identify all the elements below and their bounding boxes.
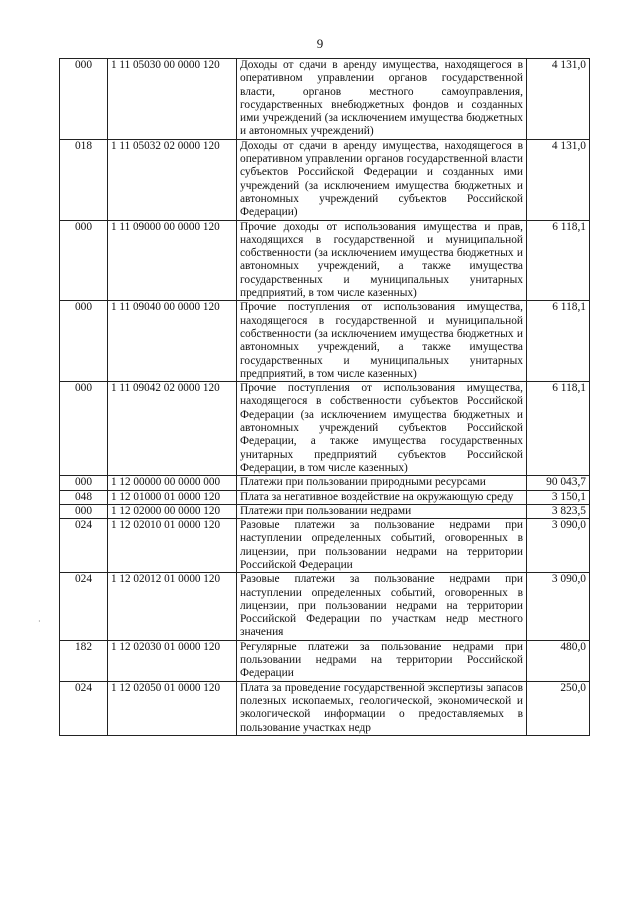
admin-code-cell: 000 <box>60 476 108 490</box>
table-row <box>60 519 590 573</box>
page-number: 9 <box>316 36 324 51</box>
budget-code-cell: 1 12 02012 01 0000 120 <box>108 573 237 640</box>
admin-code-cell: 024 <box>60 519 108 573</box>
revenue-name-cell: Прочие доходы от использования имущества и прав, находящихся в государственной и муниципальной собственности (за исключением имущества бюджетных и автономных учреждений, а также имущества государственных и муниципальных унитарных предприятий, в том числе казенных) <box>237 220 527 301</box>
budget-code-cell: 1 11 05030 00 0000 120 <box>108 59 237 140</box>
revenue-table <box>59 58 590 736</box>
revenue-name-cell: Разовые платежи за пользование недрами при наступлении определенных событий, оговоренных в лицензии, при пользовании недрами на территории Российской Федерации <box>237 519 527 573</box>
amount-cell: 250,0 <box>527 681 590 735</box>
amount-cell: 3 090,0 <box>527 519 590 573</box>
amount-cell: 3 823,5 <box>527 504 590 518</box>
amount-cell: 4 131,0 <box>527 139 590 220</box>
table-row <box>60 640 590 681</box>
amount-cell: 90 043,7 <box>527 476 590 490</box>
budget-code-cell: 1 11 05032 02 0000 120 <box>108 139 237 220</box>
admin-code-cell: 000 <box>60 382 108 476</box>
table-row <box>60 139 590 220</box>
amount-cell: 6 118,1 <box>527 220 590 301</box>
budget-code-cell: 1 12 01000 01 0000 120 <box>108 490 237 504</box>
table-row <box>60 476 590 490</box>
revenue-name-cell: Доходы от сдачи в аренду имущества, находящегося в оперативном управлении органов государственной власти, органов местного самоуправления, государственных внебюджетных фондов и созданных ими учреждений (за исключением имущества бюджетных и автономных учреждений) <box>237 59 527 140</box>
budget-code-cell: 1 11 09042 02 0000 120 <box>108 382 237 476</box>
admin-code-cell: 182 <box>60 640 108 681</box>
amount-cell: 3 090,0 <box>527 573 590 640</box>
table-row <box>60 681 590 735</box>
budget-code-cell: 1 12 00000 00 0000 000 <box>108 476 237 490</box>
admin-code-cell: 048 <box>60 490 108 504</box>
budget-code-cell: 1 11 09000 00 0000 120 <box>108 220 237 301</box>
revenue-table-body <box>60 59 590 736</box>
admin-code-cell: 000 <box>60 504 108 518</box>
revenue-name-cell: Прочие поступления от использования имущества, находящегося в государственной и муниципальной собственности (за исключением имущества бюджетных и автономных учреждений, а также имущества государственных и муниципальных унитарных предприятий, в том числе казенных) <box>237 301 527 382</box>
amount-cell: 4 131,0 <box>527 59 590 140</box>
table-row <box>60 382 590 476</box>
admin-code-cell: 024 <box>60 681 108 735</box>
revenue-name-cell: Разовые платежи за пользование недрами при наступлении определенных событий, оговоренных в лицензии, при пользовании недрами на территории Российской Федерации по участкам недр местного значения <box>237 573 527 640</box>
revenue-name-cell: Плата за негативное воздействие на окружающую среду <box>237 490 527 504</box>
budget-code-cell: 1 12 02030 01 0000 120 <box>108 640 237 681</box>
amount-cell: 3 150,1 <box>527 490 590 504</box>
amount-cell: 6 118,1 <box>527 382 590 476</box>
scan-speck: · <box>38 617 41 626</box>
admin-code-cell: 024 <box>60 573 108 640</box>
table-row <box>60 490 590 504</box>
table-row <box>60 220 590 301</box>
revenue-name-cell: Доходы от сдачи в аренду имущества, находящегося в оперативном управлении органов государственной власти субъектов Российской Федерации и созданных ими учреждений (за исключением имущества бюджетных и автономных учреждений субъектов Российской Федерации) <box>237 139 527 220</box>
budget-code-cell: 1 12 02000 00 0000 120 <box>108 504 237 518</box>
budget-code-cell: 1 12 02050 01 0000 120 <box>108 681 237 735</box>
table-row <box>60 301 590 382</box>
amount-cell: 6 118,1 <box>527 301 590 382</box>
admin-code-cell: 018 <box>60 139 108 220</box>
revenue-name-cell: Плата за проведение государственной экспертизы запасов полезных ископаемых, геологической, экономической и экологической информации о предоставляемых в пользование участках недр <box>237 681 527 735</box>
revenue-name-cell: Регулярные платежи за пользование недрами при пользовании недрами на территории Российской Федерации <box>237 640 527 681</box>
admin-code-cell: 000 <box>60 220 108 301</box>
table-row <box>60 504 590 518</box>
budget-code-cell: 1 11 09040 00 0000 120 <box>108 301 237 382</box>
table-row <box>60 573 590 640</box>
amount-cell: 480,0 <box>527 640 590 681</box>
budget-code-cell: 1 12 02010 01 0000 120 <box>108 519 237 573</box>
table-row <box>60 59 590 140</box>
admin-code-cell: 000 <box>60 59 108 140</box>
revenue-name-cell: Прочие поступления от использования имущества, находящегося в собственности субъектов Российской Федерации (за исключением имущества бюджетных и автономных учреждений субъектов Российской Федерации, а также имущества государственных унитарных предприятий субъектов Российской Федерации, в том числе казенных) <box>237 382 527 476</box>
revenue-name-cell: Платежи при пользовании недрами <box>237 504 527 518</box>
admin-code-cell: 000 <box>60 301 108 382</box>
revenue-name-cell: Платежи при пользовании природными ресурсами <box>237 476 527 490</box>
